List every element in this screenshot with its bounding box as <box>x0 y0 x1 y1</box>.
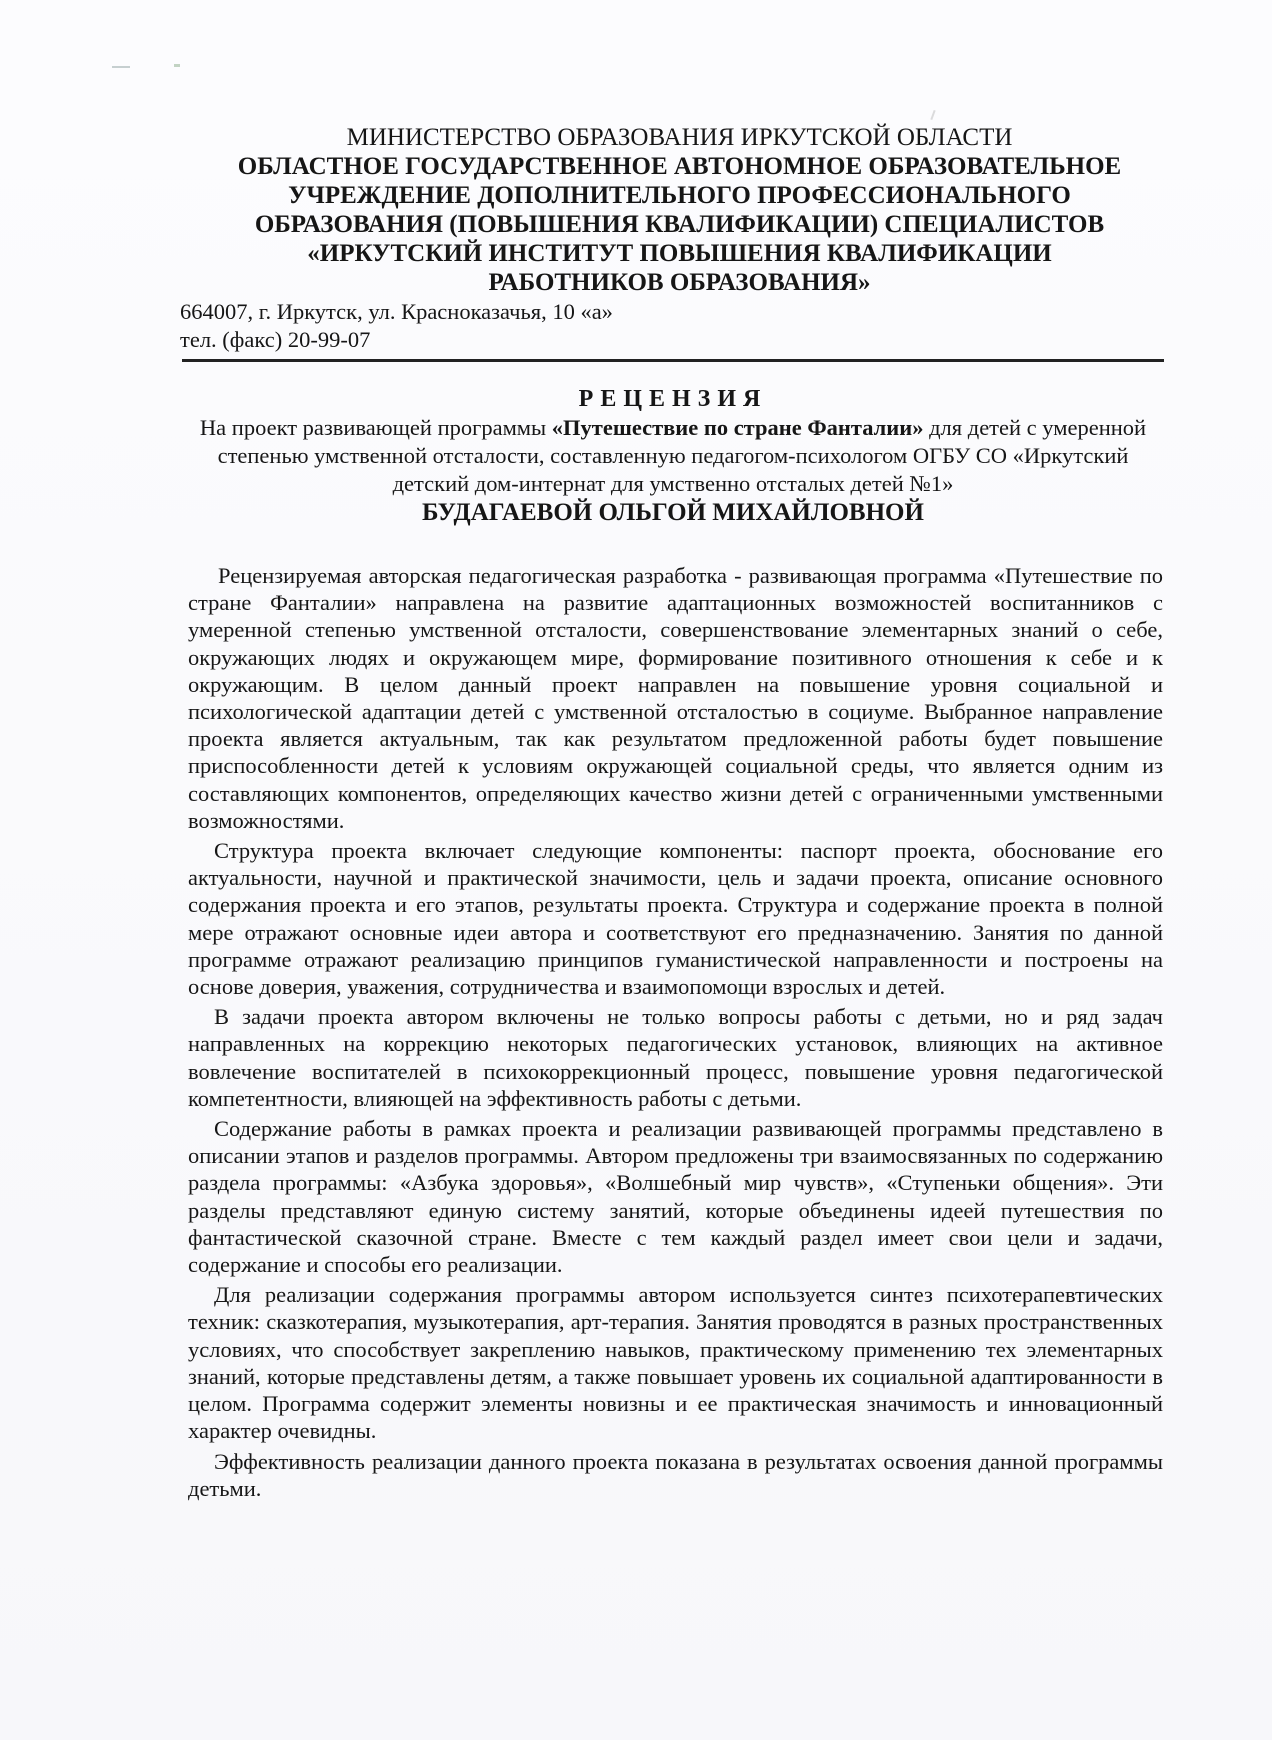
letterhead-divider <box>182 359 1164 362</box>
body-paragraph: Содержание работы в рамках проекта и реализации развивающей программы представлено в описании этапов и разделов программы. Автором предложены три взаимосвязанных по содержанию раздела программы: «Азбука здоровья», «Волшебный мир чувств», «Ступеньки общения». Эти разделы представляют единую систему занятий, которые объединены идеей путешествия по фантастической сказочной стране. Вместе с тем каждый раздел имеет свои цели и задачи, содержание и способы его реализации. <box>188 1116 1163 1278</box>
body-paragraph: Эффективность реализации данного проекта показана в результатах освоения данной программы детьми. <box>188 1448 1163 1501</box>
body-paragraph: Структура проекта включает следующие компоненты: паспорт проекта, обоснование его актуальности, научной и практической значимости, цель и задачи проекта, описание основного содержания проекта и его этапов, результаты проекта. Структура и содержание проекта в полной мере отражают основные идеи автора и соответствуют его предназначению. Занятия по данной программе отражают реализацию принципов гуманистической направленности и построены на основе доверия, уважения, сотрудничества и взаимопомощи взрослых и детей. <box>188 838 1163 1000</box>
body-paragraph: В задачи проекта автором включены не только вопросы работы с детьми, но и ряд задач направленных на коррекцию некоторых педагогических установок, влияющих на активное вовлечение воспитателей в психокоррекционный процесс, повышение уровня педагогической компетентности, влияющей на эффективность работы с детьми. <box>188 1004 1163 1111</box>
institution-line: «ИРКУТСКИЙ ИНСТИТУТ ПОВЫШЕНИЯ КВАЛИФИКАЦИИ <box>307 240 1052 267</box>
institution-line: УЧРЕЖДЕНИЕ ДОПОЛНИТЕЛЬНОГО ПРОФЕССИОНАЛЬНОГО <box>288 182 1071 209</box>
program-name: «Путешествие по стране Фанталии» <box>551 415 924 440</box>
review-body <box>188 562 1163 1505</box>
author-name: БУДАГАЕВОЙ ОЛЬГОЙ МИХАЙЛОВНОЙ <box>422 499 924 526</box>
review-heading <box>182 384 1164 528</box>
scan-mark <box>112 66 130 68</box>
subtitle-suffix: для детей с умеренной степенью умственной отсталости, составленную педагогом-психологом ОГБУ СО «Иркутский детский дом-интернат для умственно отсталых детей №1» <box>217 415 1147 496</box>
institution-line: РАБОТНИКОВ ОБРАЗОВАНИЯ» <box>488 269 871 296</box>
address: 664007, г. Иркутск, ул. Красноказачья, 10 «а» <box>180 299 613 324</box>
letterhead <box>180 124 1165 353</box>
body-paragraph: Для реализации содержания программы автором используется синтез психотерапевтических техник: сказкотерапия, музыкотерапия, арт-терапия. Занятия проводятся в разных пространственных условиях, что способствует закреплению навыков, практическому применению тех элементарных знаний, которые представлены детям, а также повышает уровень их социальной адаптированности в целом. Программа содержит элементы новизны и ее практическая значимость и инновационный характер очевидны. <box>188 1282 1163 1444</box>
phone: тел. (факс) 20-99-07 <box>180 327 371 352</box>
ministry-name: МИНИСТЕРСТВО ОБРАЗОВАНИЯ ИРКУТСКОЙ ОБЛАСТИ <box>346 124 1013 151</box>
institution-line: ОБРАЗОВАНИЯ (ПОВЫШЕНИЯ КВАЛИФИКАЦИИ) СПЕЦИАЛИСТОВ <box>254 211 1105 238</box>
institution-line: ОБЛАСТНОЕ ГОСУДАРСТВЕННОЕ АВТОНОМНОЕ ОБРАЗОВАТЕЛЬНОЕ <box>237 153 1122 180</box>
scan-mark <box>174 64 180 67</box>
review-title: РЕЦЕНЗИЯ <box>578 386 768 412</box>
subtitle-prefix: На проект развивающей программы <box>199 415 552 440</box>
scan-mark <box>930 110 935 120</box>
body-paragraph: Рецензируемая авторская педагогическая разработка - развивающая программа «Путешествие по стране Фанталии» направлена на развитие адаптационных возможностей воспитанников с умеренной степенью умственной отсталости, совершенствование элементарных знаний о себе, окружающих людях и окружающем мире, формирование позитивного отношения к себе и к окружающим. В целом данный проект направлен на повышение уровня социальной и психологической адаптации детей с умственной отсталостью в социуме. Выбранное направление проекта является актуальным, так как результатом предложенной работы будет повышение приспособленности детей к условиям окружающей социальной среды, что является одним из составляющих компонентов, определяющих качество жизни детей с ограниченными умственными возможностями. <box>188 563 1163 833</box>
review-subtitle <box>182 414 1164 498</box>
